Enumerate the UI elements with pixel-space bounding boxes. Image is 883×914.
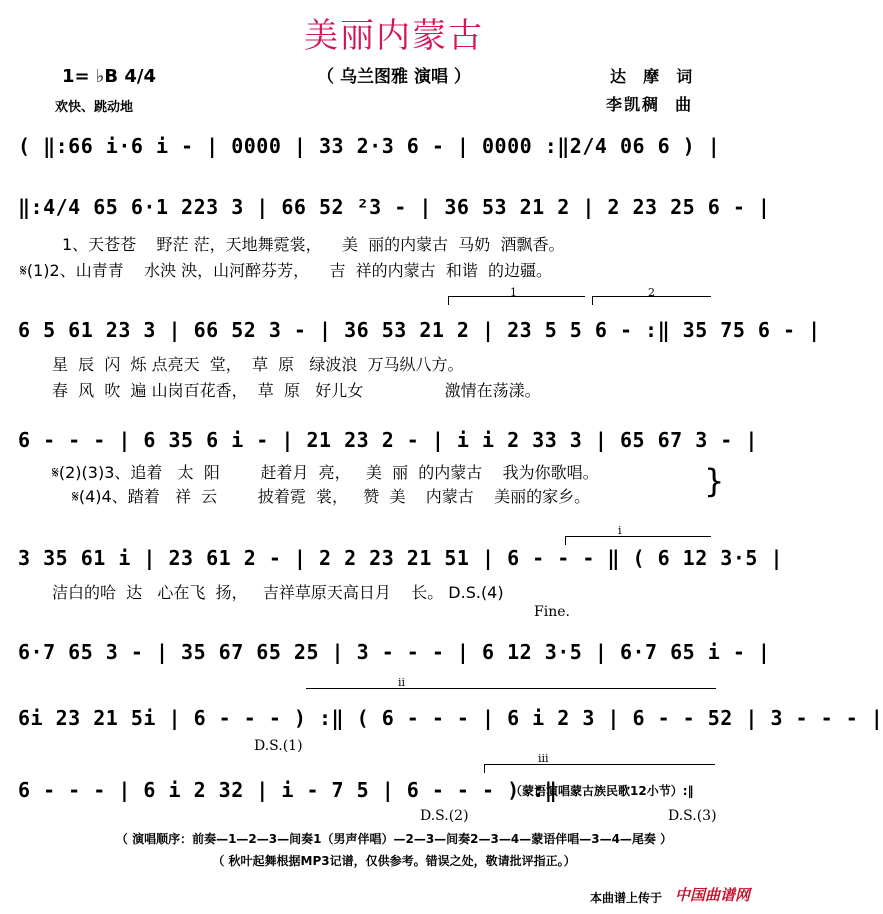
performance-order: （ 演唱顺序：前奏—1—2—3—间奏1（男声伴唱）—2—3—间奏2—3—4—蒙语伴唱—3—4—尾奏 ）: [115, 832, 673, 846]
volta-label-i: i: [618, 524, 622, 537]
volta-bracket-ii: [306, 688, 716, 689]
score-line-5: 3 35 61 i | 23 61 2 - | 2 2 23 21 51 | 6 - - - ‖ ( 6 12 3·5 |: [18, 546, 784, 570]
lyric-line-4b: 𝄋(4)4、踏着 祥 云 披着霓 裳， 赞 美 内蒙古 美丽的家乡。: [72, 487, 591, 506]
transcription-note: （ 秋叶起舞根据MP3记谱，仅供参考。错误之处，敬请批评指正。）: [212, 854, 576, 868]
volta-label-iii: iii: [538, 752, 549, 765]
mongolian-section-note: （蒙语演唱蒙古族民歌12小节）:‖: [510, 784, 694, 798]
score-line-4: 6 - - - | 6 35 6 i - | 21 23 2 - | i i 2 33 3 | 65 67 3 - |: [18, 428, 758, 452]
volta-label-ii: ii: [398, 676, 406, 689]
key-signature: 1= ♭B 4/4: [62, 66, 156, 87]
score-line-2: ‖:4/4 65 6·1 223 3 | 66 52 ²3 - | 36 53 21 2 | 2 23 25 6 - |: [18, 195, 771, 219]
lyricist-credit: 达 摩 词: [610, 67, 695, 86]
tempo-marking: 欢快、跳动地: [55, 100, 134, 115]
lyric-line-2a: 1、天苍苍 野茫 茫，天地舞霓裳， 美 丽的内蒙古 马奶 酒飘香。: [62, 235, 565, 254]
lyric-line-2b: 𝄋(1)2、山青青 水泱 泱，山河醉芬芳， 吉 祥的内蒙古 和谐 的边疆。: [20, 261, 553, 280]
score-line-1: ( ‖:66 i·6 i - | 0000 | 33 2·3 6 - | 0000 :‖2/4 06 6 ) |: [18, 134, 721, 158]
song-title: 美丽内蒙古: [304, 16, 484, 56]
volta-bracket-i: [565, 536, 711, 545]
volta-bracket-iii: [484, 764, 715, 773]
lyric-line-4a: 𝄋(2)(3)3、追着 太 阳 赶着月 亮， 美 丽 的内蒙古 我为你歌唱。: [52, 463, 599, 482]
score-line-8: 6 - - - | 6 i 2 32 | i - 7 5 | 6 - - - ) :‖: [18, 778, 558, 802]
ds-marking-3: D.S.(3): [668, 808, 717, 824]
ds-marking-2: D.S.(2): [420, 808, 469, 824]
site-logo[interactable]: 中国曲谱网: [675, 886, 751, 904]
score-line-6: 6·7 65 3 - | 35 67 65 25 | 3 - - - | 6 12 3·5 | 6·7 65 i - |: [18, 640, 771, 664]
composer-credit: 李凯稠 曲: [606, 95, 694, 114]
lyric-line-3b: 春 风 吹 遍 山岗百花香， 草 原 好儿女 激情在荡漾。: [52, 381, 541, 400]
fine-marking: Fine.: [534, 604, 570, 620]
ds-marking-1: D.S.(1): [254, 738, 303, 754]
lyric-line-3a: 星 辰 闪 烁 点亮天 堂， 草 原 绿波浪 万马纵八方。: [52, 355, 464, 374]
lyric-line-5: 洁白的哈 达 心在飞 扬， 吉祥草原天高日月 长。 D.S.(4): [52, 583, 504, 602]
volta-label-1: 1: [510, 286, 517, 299]
score-line-3: 6 5 61 23 3 | 66 52 3 - | 36 53 21 2 | 23 5 5 6 - :‖ 35 75 6 - |: [18, 318, 821, 342]
upload-credit: 本曲谱上传于: [590, 891, 663, 905]
volta-label-2: 2: [648, 286, 655, 299]
score-line-7: 6i 23 21 5i | 6 - - - ) :‖ ( 6 - - - | 6 i 2 3 | 6 - - 52 | 3 - - - |: [18, 706, 883, 730]
performer-subtitle: （ 乌兰图雅 演唱 ）: [317, 67, 471, 87]
lyric-brace: }: [704, 462, 725, 500]
